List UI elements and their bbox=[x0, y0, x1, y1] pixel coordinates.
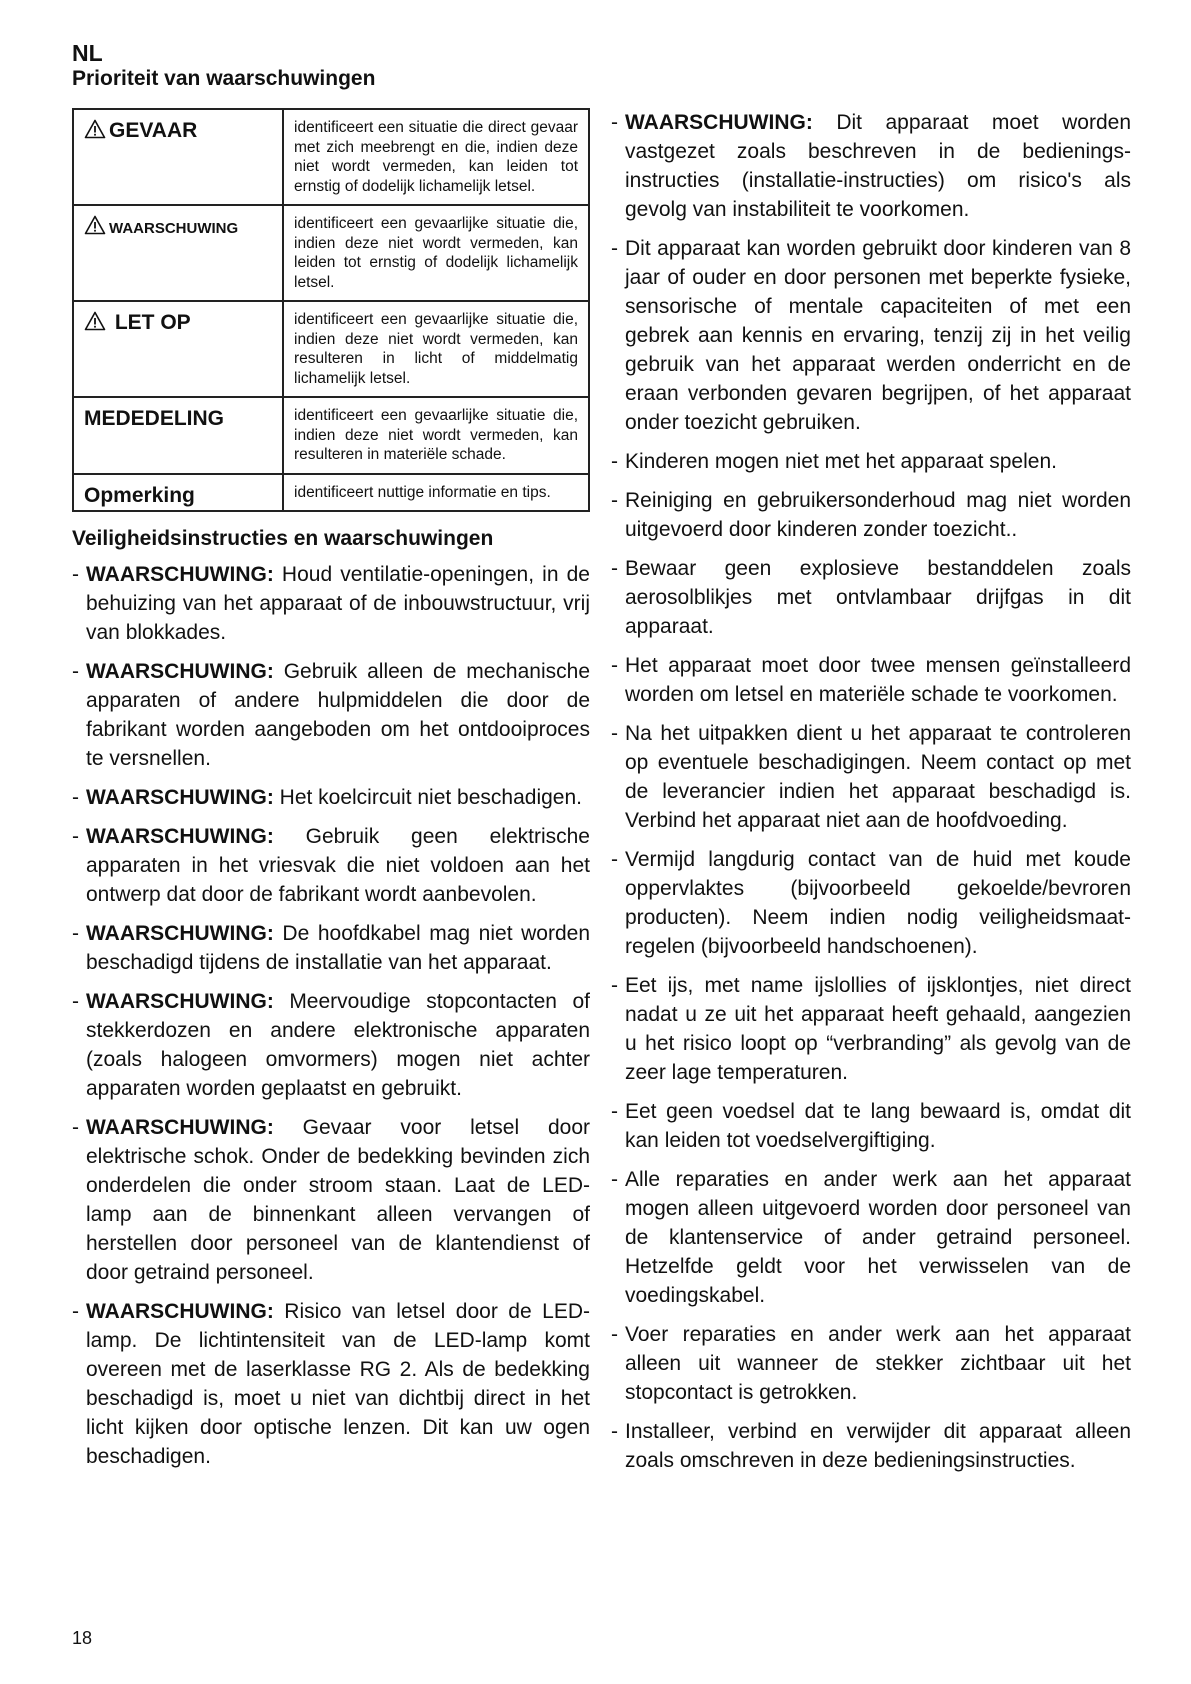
priority-title: Prioriteit van waarschuwingen bbox=[72, 67, 376, 90]
priority-description: identificeert nuttige informatie en tips. bbox=[283, 474, 589, 512]
priority-label-cell bbox=[73, 205, 283, 301]
list-dash: - bbox=[72, 1116, 79, 1139]
list-dash: - bbox=[611, 848, 618, 871]
safety-item-text: Eet geen voedsel dat te lang bewaard is, omdat dit kan leiden tot voedselvergiftiging. bbox=[625, 1100, 1131, 1152]
safety-item-text: Alle reparaties en ander werk aan het apparaat mogen alleen uitgevoerd worden door personeel van de klantenservice of ander getraind personeel. Hetzelfde geldt voor het verwisselen van de voedingskabel. bbox=[625, 1168, 1131, 1307]
priority-label-cell bbox=[73, 109, 283, 205]
safety-item bbox=[72, 919, 590, 977]
list-dash: - bbox=[611, 489, 618, 512]
safety-item-text: Eet ijs, met name ijslollies of ijsklontjes, niet direct nadat u ze uit het apparaat heeft gehaald, aangezien u het risico loopt op “verbranding” als gevolg van de zeer lage temperaturen. bbox=[625, 974, 1131, 1084]
safety-item bbox=[611, 971, 1131, 1087]
priority-label: GEVAAR bbox=[109, 119, 198, 142]
list-dash: - bbox=[611, 974, 618, 997]
safety-item-text: Risico van letsel door de LED-lamp. De lichtintensiteit van de LED-lamp komt overeen met de laserklasse RG 2. Als de bedekking beschadigd is, moet u niet van dichtbij direct in het licht kijken door optische lenzen. Dit kan uw ogen beschadigen. bbox=[86, 1300, 590, 1468]
warning-label: WAARSCHUWING: bbox=[86, 990, 274, 1013]
safety-section-title: Veiligheidsinstructies en waarschuwingen bbox=[72, 527, 494, 550]
safety-item-text: Gevaar voor letsel door elektrische schok. Onder de bedekking bevinden zich onderdelen die onder stroom staan. Laat de LED-lamp aan de binnenkant alleen vervangen of herstellen door personeel van de klantendienst of door getraind personeel. bbox=[86, 1116, 590, 1284]
priority-description: identificeert een gevaarlijke situatie die, indien deze niet wordt vermeden, kan resulteren in licht of middelmatig lichamelijk letsel. bbox=[283, 301, 589, 397]
safety-item bbox=[611, 1320, 1131, 1407]
safety-list-left bbox=[72, 560, 590, 1471]
page-number: 18 bbox=[72, 1628, 93, 1648]
safety-item bbox=[72, 560, 590, 647]
list-dash: - bbox=[611, 237, 618, 260]
safety-item bbox=[72, 822, 590, 909]
priority-label: Opmerking bbox=[84, 483, 195, 507]
warning-label: WAARSCHUWING: bbox=[86, 1116, 274, 1139]
safety-item bbox=[611, 845, 1131, 961]
safety-item-text: Installeer, verbind en verwijder dit apparaat alleen zoals omschreven in deze bedieningsinstructies. bbox=[625, 1420, 1131, 1472]
priority-row-waarschuwing bbox=[73, 205, 589, 301]
priority-label: WAARSCHUWING bbox=[109, 220, 239, 237]
list-dash: - bbox=[611, 1100, 618, 1123]
list-dash: - bbox=[72, 563, 79, 586]
list-dash: - bbox=[72, 922, 79, 945]
warning-triangle-icon bbox=[84, 215, 106, 235]
safety-list-right bbox=[611, 108, 1131, 1475]
safety-item bbox=[72, 1297, 590, 1471]
priority-description: identificeert een situatie die direct gevaar met zich meebrengt en die, indien deze niet wordt vermeden, kan leiden tot ernstig of dodelijk lichamelijk letsel. bbox=[283, 109, 589, 205]
safety-item-text: Het apparaat moet door twee mensen geïnstalleerd worden om letsel en materiële schade te voorkomen. bbox=[625, 654, 1131, 706]
warning-label: WAARSCHUWING: bbox=[86, 563, 274, 586]
list-dash: - bbox=[611, 722, 618, 745]
priority-row-opmerking bbox=[73, 474, 589, 512]
warning-label: WAARSCHUWING: bbox=[86, 1300, 274, 1323]
safety-item-text: Dit apparaat kan worden gebruikt door kinderen van 8 jaar of ouder en door personen met beperkte fysieke, sensorische of mentale capaciteiten of met een gebrek aan kennis en ervaring, tenzij zij in het veilig gebruik van het apparaat werden onderricht en de eraan verbonden gevaren begrijpen, of het apparaat onder toezicht gebruiken. bbox=[625, 237, 1131, 434]
warning-label: WAARSCHUWING: bbox=[86, 660, 274, 683]
safety-item bbox=[611, 1165, 1131, 1310]
safety-item bbox=[611, 108, 1131, 224]
safety-item bbox=[611, 1417, 1131, 1475]
safety-item bbox=[72, 1113, 590, 1287]
priority-row-let-op bbox=[73, 301, 589, 397]
warning-label: WAARSCHUWING: bbox=[86, 922, 274, 945]
list-dash: - bbox=[72, 1300, 79, 1323]
safety-item bbox=[72, 987, 590, 1103]
priority-description: identificeert een gevaarlijke situatie die, indien deze niet wordt vermeden, kan leiden tot ernstig of dodelijk lichamelijk letsel. bbox=[283, 205, 589, 301]
priority-label: LET OP bbox=[114, 311, 191, 334]
safety-item-text: Na het uitpakken dient u het apparaat te controleren op eventuele beschadigingen. Neem contact op met de leverancier indien het apparaat beschadigd is. Verbind het apparaat niet aan de hoofdvoeding. bbox=[625, 722, 1131, 832]
safety-item-text: Dit apparaat moet worden vastgezet zoals beschreven in de bedieningsinstructies (installatie-instructies) om risico's als gevolg van instabiliteit te voorkomen. bbox=[625, 111, 1131, 221]
list-dash: - bbox=[611, 1168, 618, 1191]
warning-label: WAARSCHUWING: bbox=[86, 825, 274, 848]
safety-item bbox=[611, 447, 1131, 476]
safety-item bbox=[72, 783, 590, 812]
safety-item-text: Kinderen mogen niet met het apparaat spelen. bbox=[625, 450, 1057, 473]
safety-item bbox=[611, 1097, 1131, 1155]
safety-item-text: Bewaar geen explosieve bestanddelen zoals aerosolblikjes met ontvlambaar drijfgas in dit apparaat. bbox=[625, 557, 1131, 638]
safety-item-text: Gebruik geen elektrische apparaten in het vriesvak die niet voldoen aan het ontwerp dat door de fabrikant wordt aanbevolen. bbox=[86, 825, 590, 906]
priority-label: MEDEDELING bbox=[84, 407, 225, 430]
language-code: NL bbox=[72, 40, 103, 66]
safety-item bbox=[611, 554, 1131, 641]
list-dash: - bbox=[611, 557, 618, 580]
list-dash: - bbox=[72, 990, 79, 1013]
priority-table bbox=[72, 108, 590, 512]
safety-item-text: Het koelcircuit niet beschadigen. bbox=[273, 786, 582, 809]
safety-item-text: Vermijd langdurig contact van de huid met koude oppervlaktes (bijvoorbeeld gekoelde/bevroren producten). Neem indien nodig veiligheidsmaatregelen (bijvoorbeeld handschoenen). bbox=[625, 848, 1131, 958]
safety-item bbox=[72, 657, 590, 773]
safety-item bbox=[611, 651, 1131, 709]
left-column bbox=[72, 108, 590, 1481]
list-dash: - bbox=[611, 111, 618, 134]
priority-row-gevaar bbox=[73, 109, 589, 205]
warning-label: WAARSCHUWING: bbox=[86, 786, 274, 809]
warning-triangle-icon bbox=[84, 311, 106, 331]
priority-row-mededeling bbox=[73, 397, 589, 474]
list-dash: - bbox=[611, 1323, 618, 1346]
safety-item bbox=[611, 234, 1131, 437]
list-dash: - bbox=[72, 660, 79, 683]
list-dash: - bbox=[611, 1420, 618, 1443]
priority-label-cell bbox=[73, 474, 283, 512]
priority-description: identificeert een gevaarlijke situatie die, indien deze niet wordt vermeden, kan resulteren in materiële schade. bbox=[283, 397, 589, 474]
priority-label-cell bbox=[73, 397, 283, 474]
list-dash: - bbox=[72, 825, 79, 848]
safety-item-text: Reiniging en gebruikersonderhoud mag niet worden uitgevoerd door kinderen zonder toezicht.. bbox=[625, 489, 1131, 541]
list-dash: - bbox=[611, 654, 618, 677]
warning-triangle-icon bbox=[84, 119, 106, 139]
safety-item bbox=[611, 719, 1131, 835]
warning-label: WAARSCHUWING: bbox=[625, 111, 813, 134]
safety-item-text: De hoofdkabel mag niet worden beschadigd tijdens de installatie van het apparaat. bbox=[86, 922, 590, 974]
safety-item-text: Voer reparaties en ander werk aan het apparaat alleen uit wanneer de stekker zichtbaar uit het stopcontact is getrokken. bbox=[625, 1323, 1131, 1404]
priority-label-cell bbox=[73, 301, 283, 397]
right-column bbox=[611, 108, 1131, 1485]
list-dash: - bbox=[611, 450, 618, 473]
safety-item-text: Houd ventilatie-openingen, in de behuizing van het apparaat of de inbouwstructuur, vrij van blokkades. bbox=[86, 563, 590, 644]
safety-item bbox=[611, 486, 1131, 544]
list-dash: - bbox=[72, 786, 79, 809]
safety-item-text: Gebruik alleen de mechanische apparaten of andere hulpmiddelen die door de fabrikant worden aangeboden om het ontdooiproces te versnellen. bbox=[86, 660, 590, 770]
safety-item-text: Meervoudige stopcontacten of stekkerdozen en andere elektronische apparaten (zoals halogeen omvormers) mogen niet achter apparaten worden geplaatst en gebruikt. bbox=[86, 990, 590, 1100]
